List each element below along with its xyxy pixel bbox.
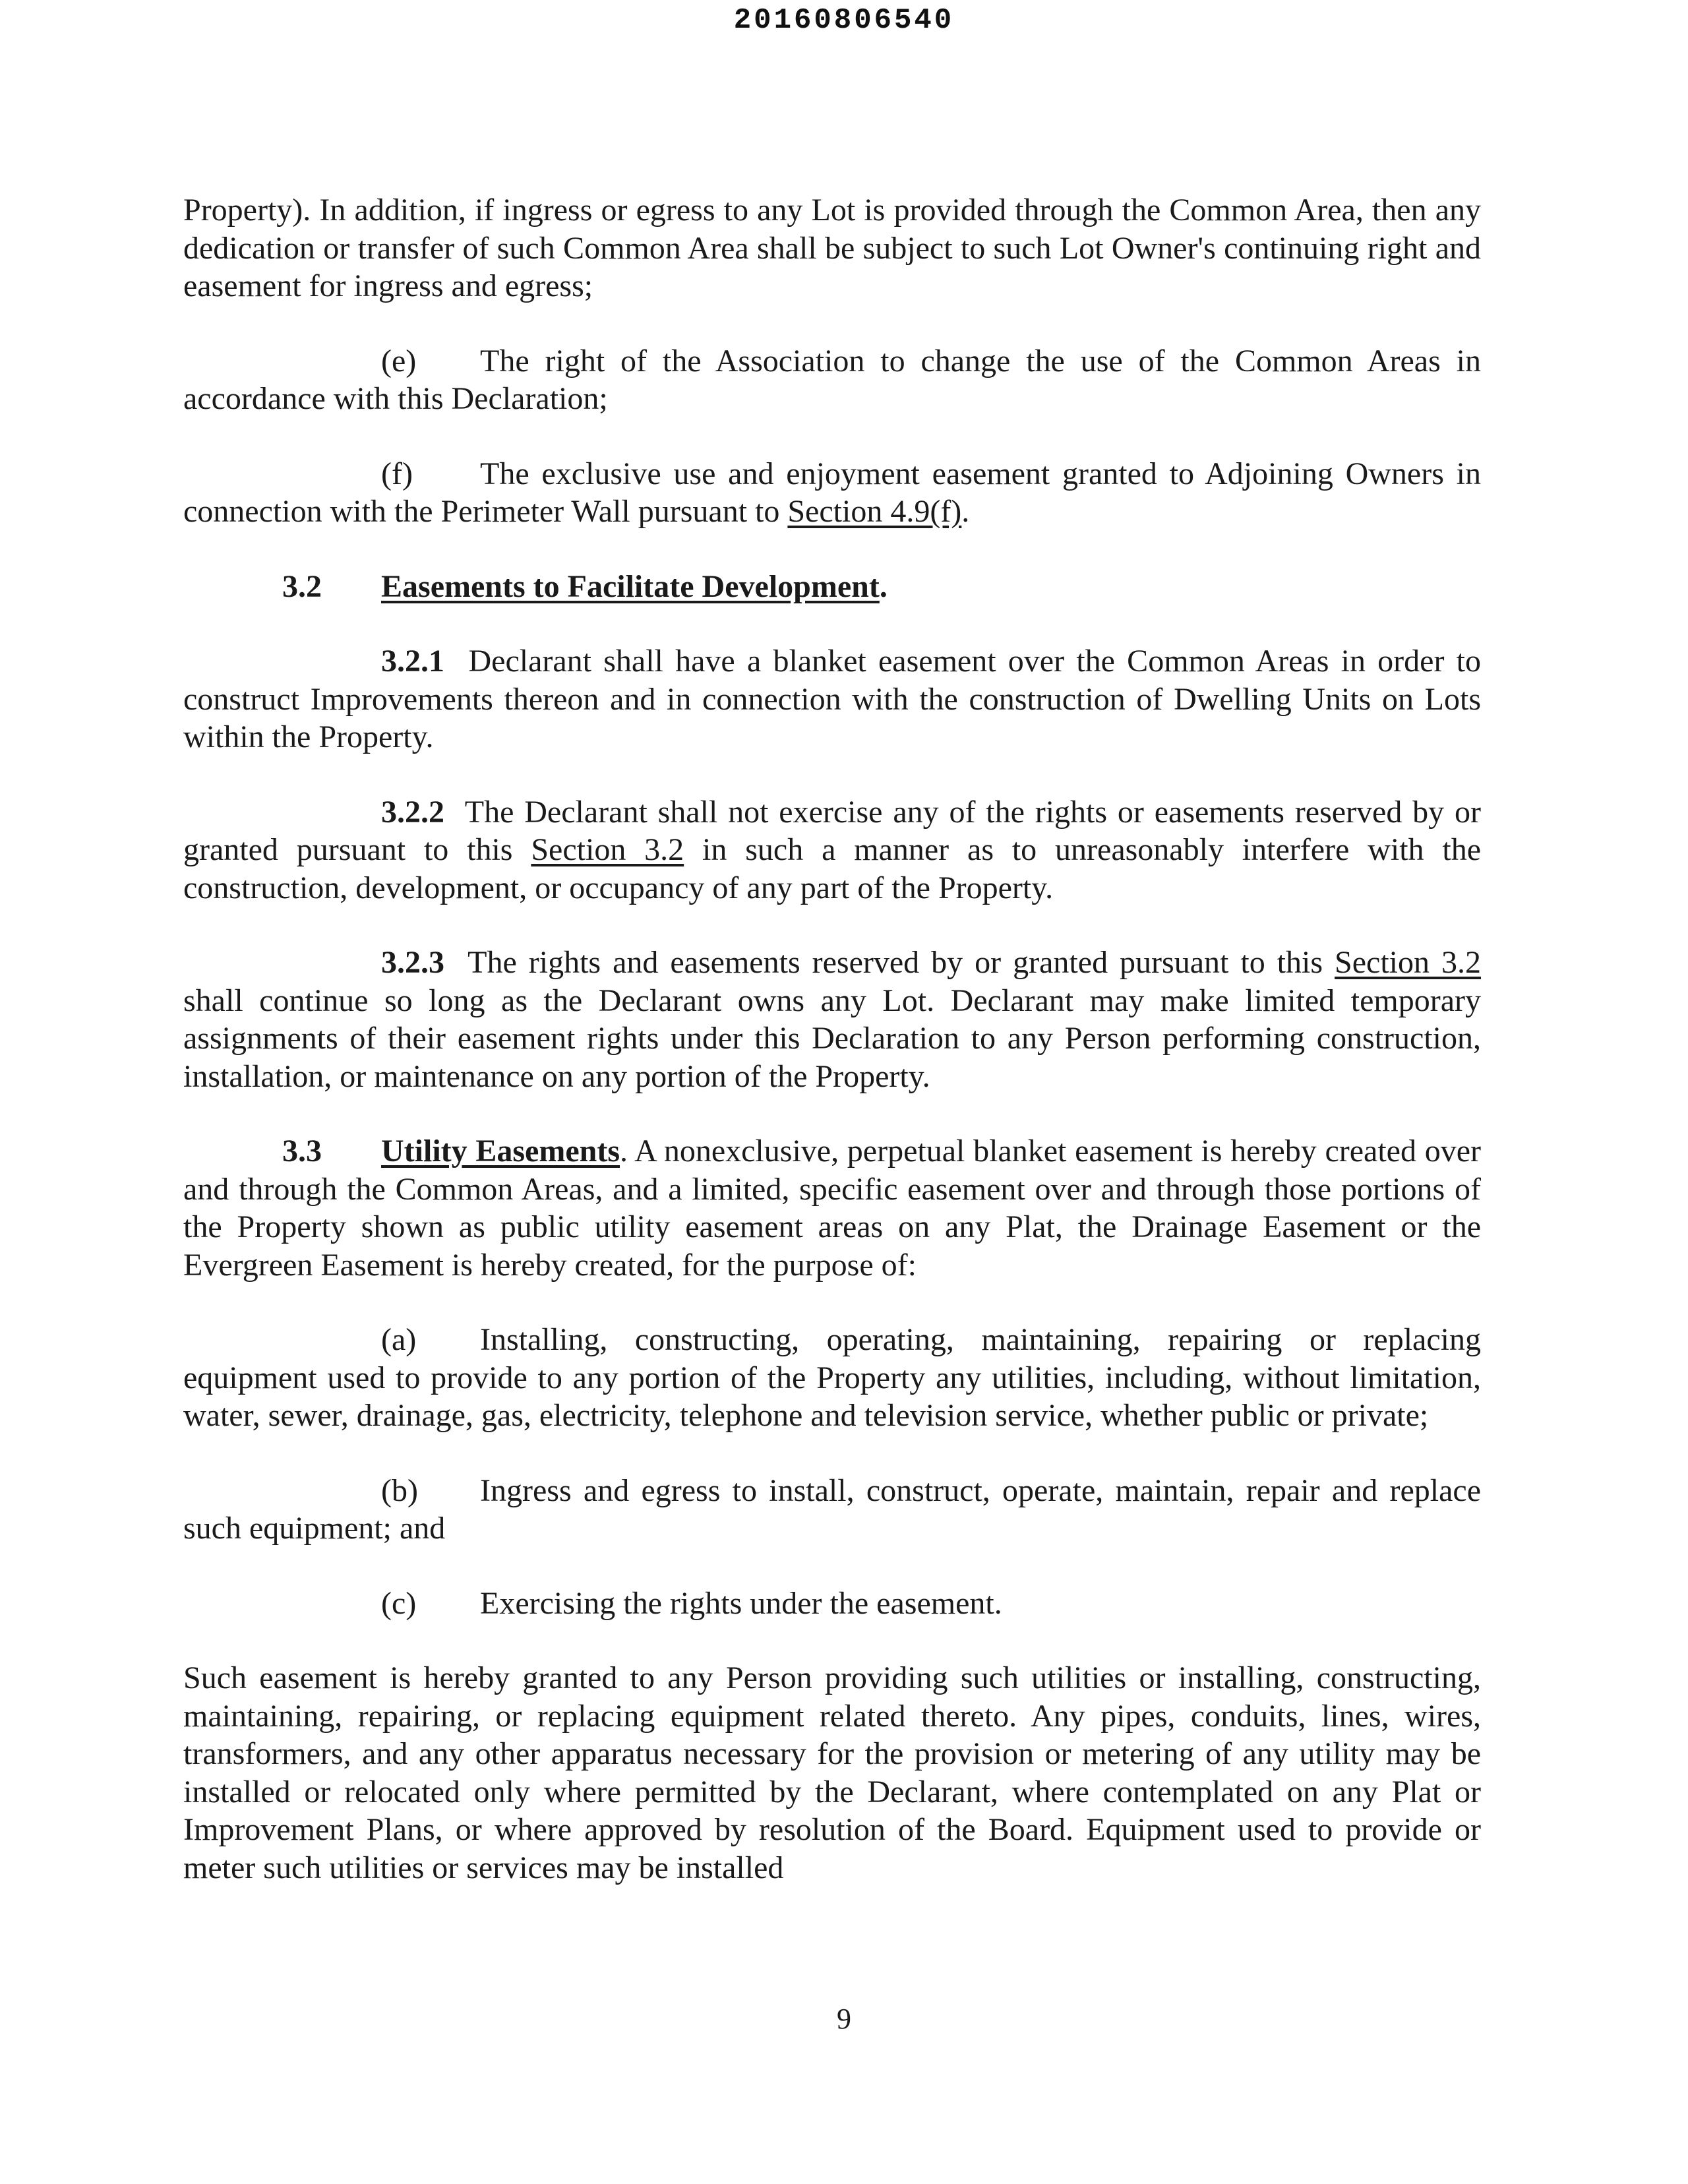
section-ref-3-2-b: Section 3.2 (1335, 945, 1481, 980)
section-number-3-2: 3.2 (282, 568, 322, 604)
section-text-3-2-1: Declarant shall have a blanket easement over the Common Areas in order to construct Improvements thereon and in connection with the construction of Dwelling Units on Lots within the Property. (183, 644, 1482, 754)
list-text-c: Exercising the rights under the easement. (480, 1585, 1002, 1621)
section-text-3-2-3-b: shall continue so long as the Declarant owns any Lot. Declarant may make limited temporary assignments of their easement rights under this Declaration to any Person performing construction, installation, or maintenance on any portion of the Property. (183, 983, 1481, 1094)
paragraph-3-2-2 (183, 793, 1481, 907)
document-body (183, 191, 1481, 1924)
section-text-3-2-2-b: in such a manner as to unreasonably interfere with the construction, development, or occupancy of any part of the Property. (183, 832, 1482, 905)
paragraph-such-easement: Such easement is hereby granted to any Person providing such utilities or installing, constructing, maintaining, repairing, or replacing equipment related thereto. Any pipes, conduits, lines, wires, transformers, and any other apparatus necessary for the provision or metering of any utility may be installed or relocated only where permitted by the Declarant, where contemplated on any Plat or Improvement Plans, or where approved by resolution of the Board. Equipment used to provide or meter such utilities or services may be installed (183, 1660, 1481, 1885)
list-letter-a: (a) (381, 1322, 417, 1357)
section-number-3-3: 3.3 (282, 1134, 322, 1168)
section-number-3-2-3: 3.2.3 (381, 945, 444, 980)
paragraph-3-2-3 (183, 944, 1481, 1095)
section-text-3-2-3-a: The rights and easements reserved by or granted pursuant to this (467, 945, 1323, 980)
section-title-end-3-2: . (879, 568, 888, 604)
document-number: 20160806540 (733, 4, 955, 37)
list-text-b: Ingress and egress to install, construct, operate, maintain, repair and replace such equipment; and (183, 1472, 1481, 1546)
list-letter-c: (c) (381, 1585, 417, 1621)
section-number-3-2-1: 3.2.1 (381, 644, 444, 679)
list-item-e (183, 342, 1481, 418)
section-ref-3-2-a: Section 3.2 (531, 832, 684, 867)
list-item-b (183, 1472, 1481, 1548)
list-item-a (183, 1321, 1481, 1435)
list-text-f: The exclusive use and enjoyment easement granted to Adjoining Owners in connection with the Perimeter Wall pursuant to (183, 456, 1481, 529)
paragraph-3-2-1 (183, 642, 1481, 756)
page-number: 9 (837, 2003, 851, 2035)
section-heading-3-2 (183, 568, 1481, 606)
section-text-3-3: . A nonexclusive, perpetual blanket easement is hereby created over and through the Common Areas, and a limited, specific easement over and through those portions of the Property shown as public utility easement areas on any Plat, the Drainage Easement or the Evergreen Easement is hereby created, for the purpose of: (183, 1134, 1481, 1283)
list-item-c (183, 1585, 1481, 1623)
paragraph-property-continuation: Property). In addition, if ingress or egress to any Lot is provided through the Common Area, then any dedication or transfer of such Common Area shall be subject to such Lot Owner's continuing right and easement for ingress and egress; (183, 193, 1481, 303)
section-number-3-2-2: 3.2.2 (381, 794, 444, 830)
list-text-a: Installing, constructing, operating, maintaining, repairing or replacing equipment used to provide to any portion of the Property any utilities, including, without limitation, water, sewer, drainage, gas, electricity, telephone and television service, whether public or private; (183, 1322, 1481, 1433)
list-letter-e: (e) (381, 343, 417, 379)
list-item-f (183, 455, 1481, 531)
section-text-3-2-2-a: The Declarant shall not exercise any of the rights or easements reserved by or granted pursuant to this (183, 794, 1481, 867)
section-title-3-3: Utility Easements (381, 1134, 620, 1168)
section-ref-4-9-f: Section 4.9(f) (787, 494, 962, 529)
section-title-3-2: Easements to Facilitate Development (381, 568, 880, 604)
list-text-e: The right of the Association to change the use of the Common Areas in accordance with this Declaration; (183, 343, 1481, 416)
list-letter-f: (f) (381, 456, 413, 491)
list-end-f: . (961, 494, 970, 529)
list-letter-b: (b) (381, 1472, 418, 1508)
paragraph-3-3 (183, 1132, 1481, 1284)
